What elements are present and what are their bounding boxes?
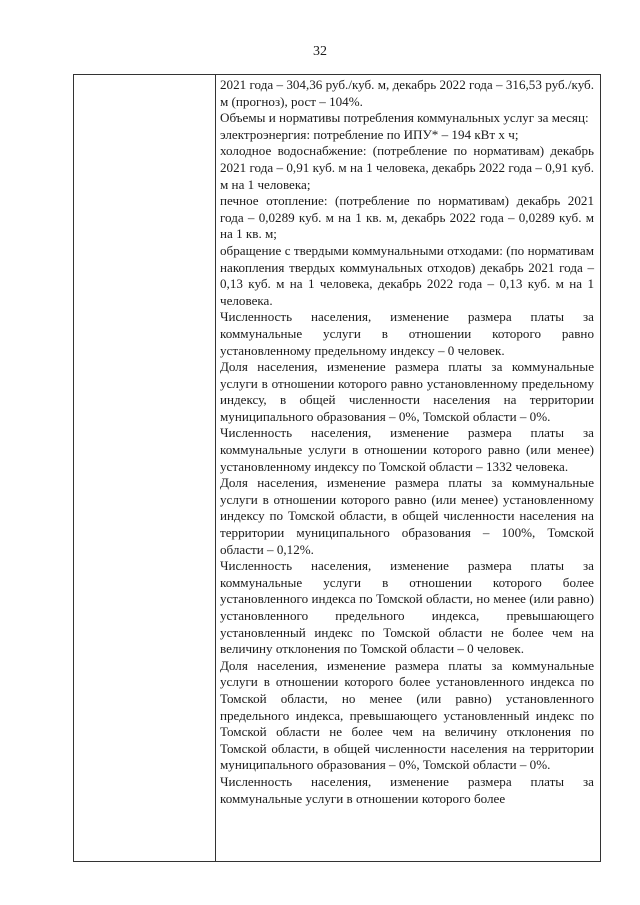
paragraph-share-equal-limit: Доля населения, изменение размера платы за коммунальные услуги в отношении которого равно установленному предельному индексу, в общей численности населения на территории муниципального образования – 0%, Томской области – 0%. bbox=[220, 359, 594, 424]
paragraph-electricity: электроэнергия: потребление по ИПУ* – 194 кВт х ч; bbox=[220, 126, 519, 142]
paragraph-population-continued: Численность населения, изменение размера платы за коммунальные услуги в отношении которого более bbox=[220, 773, 594, 806]
paragraph-cold-water: холодное водоснабжение: (потребление по нормативам) декабрь 2021 года – 0,91 куб. м на 1 человека, декабрь 2022 года – 0,91 куб. м на 1 человека; bbox=[220, 143, 594, 192]
table-right-column bbox=[216, 75, 600, 861]
paragraph-volumes-heading: Объемы и нормативы потребления коммунальных услуг за месяц: bbox=[220, 110, 589, 126]
table-left-column bbox=[74, 75, 216, 861]
paragraph-share-below-index: Доля населения, изменение размера платы за коммунальные услуги в отношении которого равно (или менее) установленному индексу по Томской области, в общей численности населения на территории муниципального образования – 100%, Томской области – 0,12%. bbox=[220, 475, 594, 557]
paragraph-population-below-index: Численность населения, изменение размера платы за коммунальные услуги в отношении которого равно (или менее) установленному индексу по Томской области – 1332 человека. bbox=[220, 425, 594, 474]
paragraph-share-above-index: Доля населения, изменение размера платы за коммунальные услуги в отношении которого более установленного индекса по Томской области, но менее (или равно) установленного предельного индекса, превышающего установленный индекс по Томской области не более чем на величину отклонения по Томской области, в общей численности населения на территории муниципального образования – 0%, Томской области – 0%. bbox=[220, 657, 594, 773]
paragraph-tariff-growth: 2021 года – 304,36 руб./куб. м, декабрь 2022 года – 316,53 руб./куб. м (прогноз), рост – 104%. bbox=[220, 77, 594, 109]
document-table bbox=[73, 74, 601, 862]
page-number: 32 bbox=[313, 44, 327, 59]
paragraph-population-above-index: Численность населения, изменение размера платы за коммунальные услуги в отношении которого более установленного индекса по Томской области, но менее (или равно) установленного предельного индекса, превышающего установленный индекс по Томской области не более чем на величину отклонения по Томской области – 0 человек. bbox=[220, 558, 594, 657]
paragraph-solid-waste: обращение с твердыми коммунальными отходами: (по нормативам накопления твердых коммунальных отходов) декабрь 2021 года – 0,13 куб. м на 1 человека, декабрь 2022 года – 0,13 куб. м на 1 человека. bbox=[220, 242, 594, 308]
paragraph-population-equal-limit: Численность населения, изменение размера платы за коммунальные услуги в отношении которого равно установленному предельному индексу – 0 человек. bbox=[220, 309, 594, 358]
paragraph-stove-heating: печное отопление: (потребление по нормативам) декабрь 2021 года – 0,0289 куб. м на 1 кв. м, декабрь 2022 года – 0,0289 куб. м на 1 кв. м; bbox=[220, 193, 594, 242]
